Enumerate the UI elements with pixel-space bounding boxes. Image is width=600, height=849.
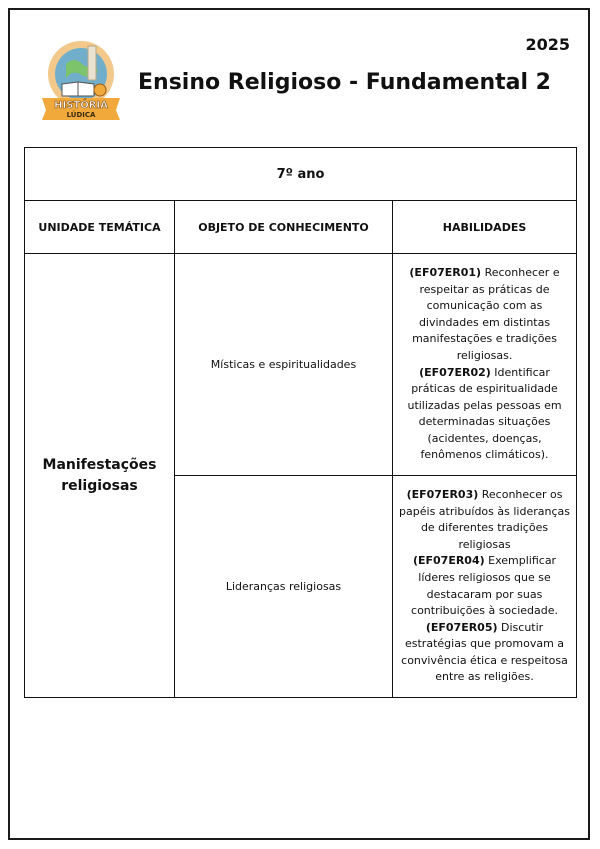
logo-text: HISTÓRIA — [54, 100, 108, 111]
year-label: 2025 — [525, 35, 570, 54]
historia-ludica-logo — [38, 38, 124, 122]
skills-cell — [393, 476, 577, 698]
skill-text: Reconhecer e respeitar as práticas de comunicação com as divindades em distintas manifestações e tradições religiosas. — [412, 265, 560, 362]
logo-book-icon — [62, 82, 78, 96]
skill-text: Discutir estratégias que promovam a convivência ética e respeitosa entre as religiões. — [401, 620, 568, 684]
skill-text: Identificar práticas de espiritualidade utilizadas pelas pessoas em determinadas situações (acidentes, doenças, fenômenos climáticos). — [407, 365, 562, 462]
page-title: Ensino Religioso - Fundamental 2 — [138, 70, 551, 95]
logo-tower-icon — [88, 46, 96, 80]
curriculum-table — [24, 147, 577, 698]
grade-label: 7º ano — [25, 148, 577, 201]
skill-code: (EF07ER05) — [425, 620, 498, 634]
thematic-unit-cell: Manifestações religiosas — [25, 254, 175, 698]
skill-code: (EF07ER01) — [409, 265, 482, 279]
skill-code: (EF07ER03) — [406, 487, 479, 501]
table-row — [25, 254, 577, 476]
column-header-object: OBJETO DE CONHECIMENTO — [175, 201, 393, 254]
knowledge-object-cell: Místicas e espiritualidades — [175, 254, 393, 476]
skills-cell — [393, 254, 577, 476]
column-header-skills: HABILIDADES — [393, 201, 577, 254]
skill-code: (EF07ER02) — [419, 365, 491, 379]
grade-row — [25, 148, 577, 201]
skill-text: Exemplificar líderes religiosos que se destacaram por suas contribuições à sociedade. — [411, 554, 558, 618]
logo-compass-icon — [94, 84, 106, 96]
skill-code: (EF07ER04) — [412, 554, 485, 568]
skill-text: Reconhecer os papéis atribuídos às lideranças de diferentes tradições religiosas — [399, 487, 570, 551]
knowledge-object-cell: Lideranças religiosas — [175, 476, 393, 698]
logo-subtext: LÚDICA — [66, 111, 96, 119]
column-header-theme: UNIDADE TEMÁTICA — [25, 201, 175, 254]
header-row — [25, 201, 577, 254]
